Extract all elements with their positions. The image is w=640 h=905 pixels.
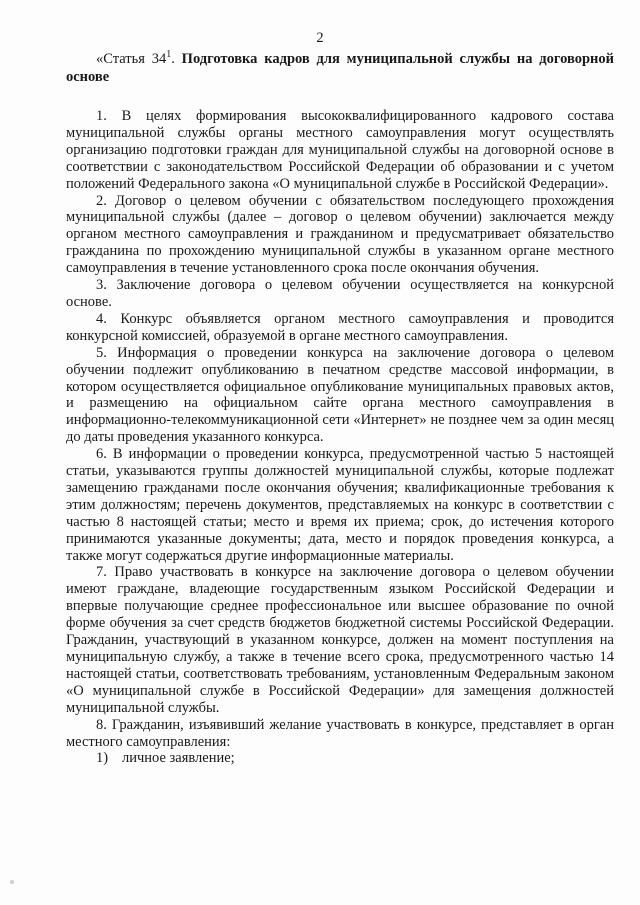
paragraph-3: 3. Заключение договора о целевом обучении осуществляется на конкурсной основе. [66,277,614,310]
paragraph-6: 6. В информации о проведении конкурса, предусмотренной частью 5 настоящей статьи, указываются группы должностей муниципальной службы, которые подлежат замещению гражданами после окончания обучения; квалификационные требования к этим должностям; перечень документов, представляемых на конкурс в соответствии с частью 8 настоящей статьи; место и время их приема; срок, до истечения которого принимаются указанные документы; дата, место и порядок проведения конкурса, а также могут содержаться другие информационные материалы. [66,446,614,564]
article-prefix: «Статья 34 [96,51,167,67]
paragraph-2: 2. Договор о целевом обучении с обязательством последующего прохождения муниципальной службы (далее – договор о целевом обучении) заключается между органом местного самоуправления и гражданином и предусматривает обязательство гражданина по прохождению муниципальной службы в указанном органе местного самоуправления в течение установленного срока после окончания обучения. [66,192,614,277]
paragraph-7: 7. Право участвовать в конкурсе на заключение договора о целевом обучении имеют граждане, владеющие государственным языком Российской Федерации и впервые получающие среднее профессиональное или высшее образование по очной форме обучения за счет средств бюджетов бюджетной системы Российской Федерации. Гражданин, участвующий в указанном конкурсе, должен на момент поступления на муниципальную службу, а также в течение всего срока, предусмотренного частью 14 настоящей статьи, соответствовать требованиям, установленным Федеральным законом «О муниципальной службе в Российской Федерации» для замещения должностей муниципальной службы. [66,564,614,716]
paragraph-8: 8. Гражданин, изъявивший желание участвовать в конкурсе, представляет в орган местного самоуправления: [66,716,614,750]
page-number: 2 [316,30,324,46]
list-item-marker: 1) [96,750,109,767]
article-number-superscript: 1 [166,49,172,61]
list-item-text: личное заявление; [122,750,235,767]
article-dot: . [171,51,182,67]
article-title: Подготовка кадров для муниципальной службы на договорной основе [66,51,614,85]
list-item [66,750,614,767]
paragraph-5: 5. Информация о проведении конкурса на заключение договора о целевом обучении подлежит опубликованию в печатном средстве массовой информации, в котором осуществляется официальное опубликование муниципальных правовых актов, и размещению на официальном сайте органа местного самоуправления в информационно-телекоммуникационной сети «Интернет» не позднее чем за один месяц до даты проведения указанного конкурса. [66,344,614,446]
paragraph-4: 4. Конкурс объявляется органом местного самоуправления и проводится конкурсной комиссией, образуемой в органе местного самоуправления. [66,310,614,344]
article-body [66,108,614,767]
scan-speck [10,880,14,884]
paragraph-1: 1. В целях формирования высококвалифицированного кадрового состава муниципальной службы органы местного самоуправления могут осуществлять организацию подготовки граждан для муниципальной службы на договорной основе в соответствии с законодательством Российской Федерации об образовании и с учетом положений Федерального закона «О муниципальной службе в Российской Федерации». [66,108,614,192]
article-heading [66,50,614,86]
